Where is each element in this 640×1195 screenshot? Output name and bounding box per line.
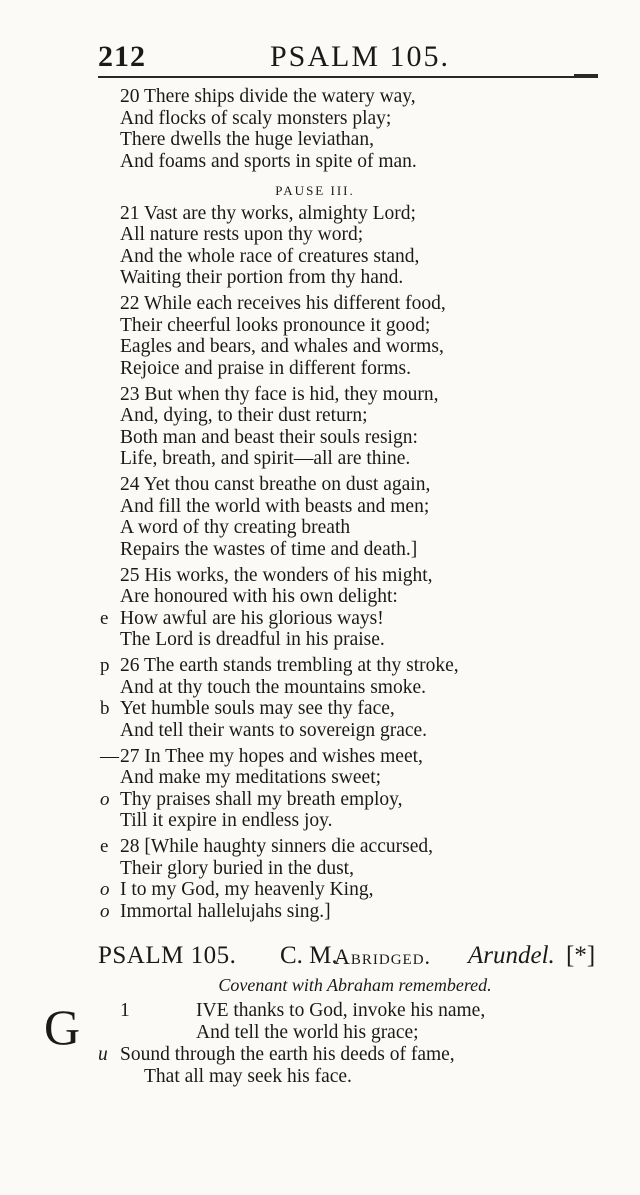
line-text: Till it expire in endless joy. [120, 810, 333, 831]
drop-cap: G [44, 999, 81, 1055]
verse-line [100, 629, 570, 651]
stanza [100, 293, 570, 379]
line-text: 22 While each receives his different food, [120, 293, 446, 314]
verse-line [100, 746, 570, 768]
verse-line [100, 358, 570, 380]
pause-label: PAUSE III. [275, 182, 355, 198]
verse-line [100, 405, 570, 427]
stanza [100, 86, 570, 172]
verse-line [100, 608, 570, 630]
verse-line [100, 1044, 570, 1066]
line-text: 21 Vast are thy works, almighty Lord; [120, 202, 416, 224]
psalm-tune: Arundel. [468, 942, 555, 969]
verse-line [100, 586, 570, 608]
line-text: 24 Yet thou canst breathe on dust again, [120, 474, 431, 495]
verse-line [100, 293, 570, 315]
line-text: 23 But when thy face is hid, they mourn, [120, 383, 439, 405]
line-text: 20 There ships divide the watery way, [120, 86, 416, 107]
verse-line [100, 246, 570, 268]
line-text: Both man and beast their souls resign: [120, 426, 418, 448]
dynamic-marker: p [100, 655, 110, 676]
line-text: And the whole race of creatures stand, [120, 245, 420, 267]
verse-line [100, 677, 570, 699]
verse-line [100, 151, 570, 173]
verse-line [100, 655, 570, 677]
header-rule [98, 76, 598, 78]
line-text: And tell their wants to sovereign grace. [120, 719, 428, 741]
verse-line [100, 448, 570, 470]
verse-line [100, 427, 570, 449]
verse-line [100, 203, 570, 225]
verse-line [100, 129, 570, 151]
verse-line [100, 858, 570, 880]
line-text: 28 [While haughty sinners die accursed, [120, 836, 433, 857]
line-text: 27 In Thee my hopes and wishes meet, [120, 745, 423, 767]
verse-line [100, 336, 570, 358]
line-text: How awful are his glorious ways! [120, 607, 384, 629]
line-text: And, dying, to their dust return; [120, 405, 368, 426]
verse-line [100, 539, 570, 561]
psalm-note: Abridged. [334, 944, 432, 969]
stanza [100, 836, 570, 922]
psalm-title: PSALM 105. [98, 942, 237, 969]
psalm-heading [98, 942, 608, 978]
dynamic-marker: — [100, 745, 119, 767]
verse-line [100, 108, 570, 130]
dynamic-marker: e [100, 836, 109, 857]
verse-line [100, 315, 570, 337]
line-text: There dwells the huge leviathan, [120, 129, 374, 150]
stanza [100, 565, 570, 651]
page-header [98, 40, 598, 76]
verse-line [100, 720, 570, 742]
psalm-meter: C. M. [280, 942, 338, 969]
stanza-gap [100, 922, 570, 927]
line-text: All nature rests upon thy word; [120, 224, 364, 245]
psalm-subtitle: Covenant with Abraham remembered. [218, 975, 492, 995]
line-text: Are honoured with his own delight: [120, 586, 398, 607]
verse-line [100, 224, 570, 246]
psalm-verse [100, 1000, 570, 1088]
verse-line [100, 836, 570, 858]
dynamic-marker: o [100, 788, 110, 810]
line-text: Yet humble souls may see thy face, [120, 698, 395, 719]
stanza [100, 746, 570, 832]
line-text: That all may seek his face. [144, 1066, 352, 1087]
line-text: And tell the world his grace; [196, 1022, 419, 1043]
verse-line [100, 901, 570, 923]
verse-line [100, 565, 570, 587]
stanza [100, 384, 570, 470]
verse-line [100, 474, 570, 496]
line-text: The Lord is dreadful in his praise. [120, 629, 385, 650]
line-text: Eagles and bears, and whales and worms, [120, 336, 444, 357]
line-text: And make my meditations sweet; [120, 767, 382, 788]
dynamic-marker: o [100, 900, 110, 922]
dynamic-marker: u [98, 1044, 108, 1065]
psalm-symbol: [*] [566, 942, 596, 969]
line-text: Their cheerful looks pronounce it good; [120, 314, 431, 336]
verse-line [100, 1066, 570, 1088]
verse-line [100, 496, 570, 518]
line-text: Waiting their portion from thy hand. [120, 267, 404, 288]
line-text: And flocks of scaly monsters play; [120, 107, 392, 129]
line-text: Immortal hallelujahs sing.] [120, 900, 331, 922]
line-text: Their glory buried in the dust, [120, 857, 354, 879]
verse-line [100, 1022, 570, 1044]
verse-line [100, 86, 570, 108]
line-text: 26 The earth stands trembling at thy stroke, [120, 655, 459, 676]
line-text: And foams and sports in spite of man. [120, 150, 417, 172]
line-text: And fill the world with beasts and men; [120, 495, 430, 517]
stanza [100, 474, 570, 560]
line-text: IVE thanks to God, invoke his name, [196, 1000, 486, 1021]
verse-line [100, 789, 570, 811]
verse-line [100, 517, 570, 539]
running-title: PSALM 105. [270, 40, 451, 73]
line-text: 25 His works, the wonders of his might, [120, 564, 433, 586]
verse-line [100, 384, 570, 406]
line-text: And at thy touch the mountains smoke. [120, 676, 427, 698]
hymn-text [100, 86, 570, 927]
line-text: Sound through the earth his deeds of fame, [120, 1044, 455, 1065]
line-text: A word of thy creating breath [120, 517, 351, 538]
verse-line [100, 267, 570, 289]
verse-line [100, 698, 570, 720]
line-text: Repairs the wastes of time and death.] [120, 538, 418, 560]
dynamic-marker: o [100, 879, 110, 900]
verse-line [100, 767, 570, 789]
verse-line [100, 1000, 570, 1022]
page-number: 212 [98, 40, 146, 73]
dynamic-marker: e [100, 607, 109, 629]
stanza [100, 655, 570, 741]
dynamic-marker: b [100, 698, 110, 719]
stanza [100, 203, 570, 289]
line-text: Thy praises shall my breath employ, [120, 788, 403, 810]
line-text: I to my God, my heavenly King, [120, 879, 374, 900]
verse-line [100, 879, 570, 901]
verse-number: 1 [120, 1000, 130, 1021]
line-text: Life, breath, and spirit—all are thine. [120, 448, 411, 469]
verse-line [100, 810, 570, 832]
line-text: Rejoice and praise in different forms. [120, 357, 411, 379]
